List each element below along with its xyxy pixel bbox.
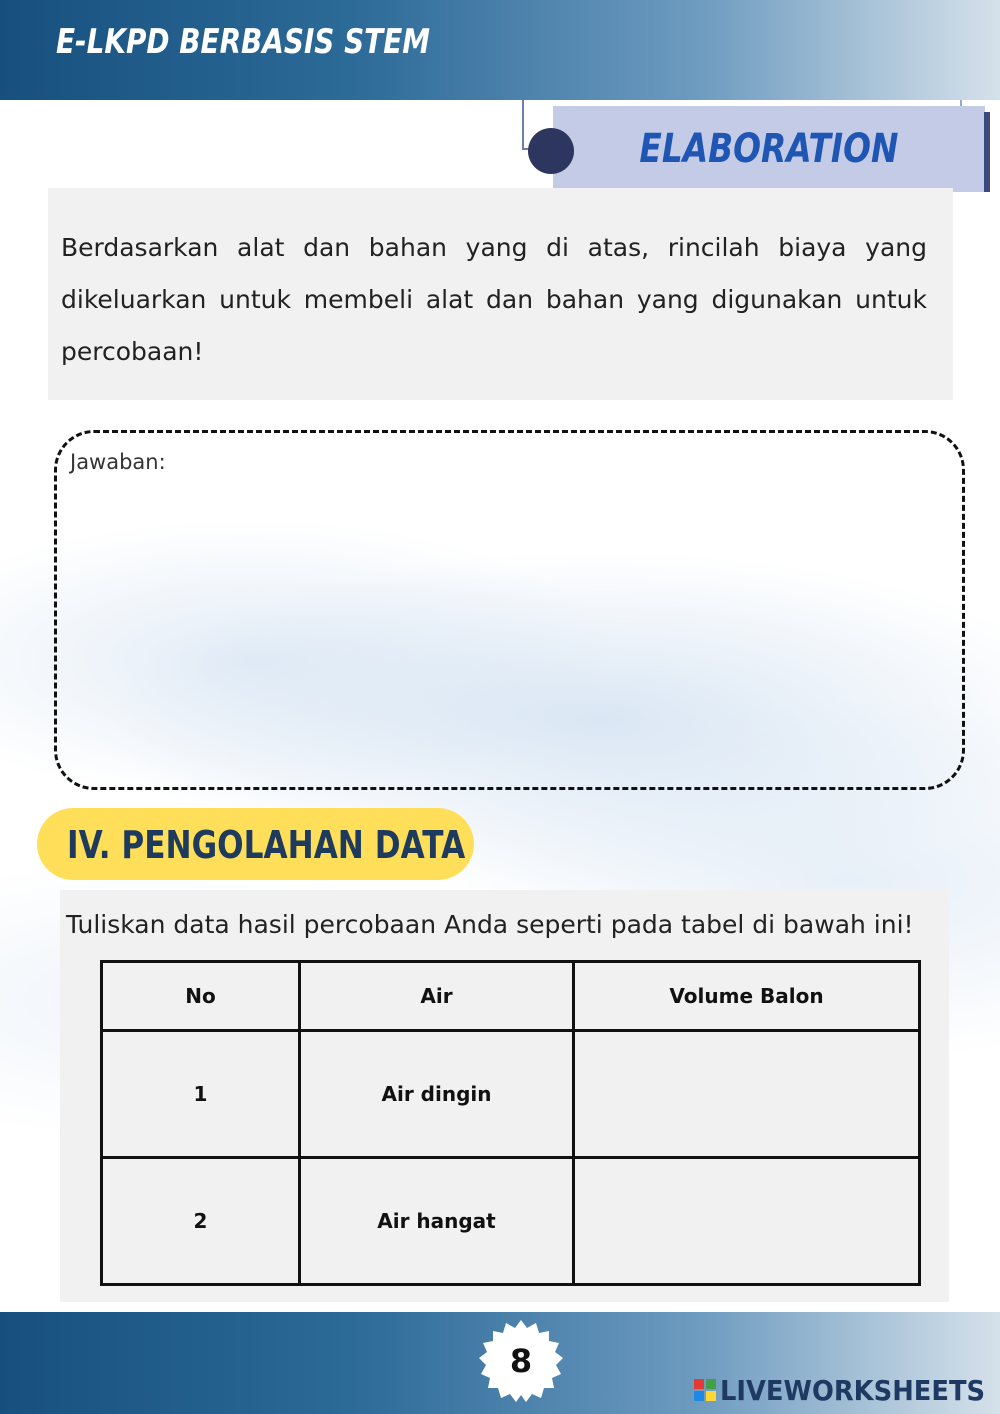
answer-label: Jawaban:: [70, 450, 166, 474]
instruction-box: [48, 188, 953, 400]
table-header-row: [102, 962, 920, 1031]
header-title: E-LKPD BERBASIS STEM: [56, 22, 430, 62]
table-row: [102, 1158, 920, 1285]
instruction-text: Berdasarkan alat dan bahan yang di atas, rincilah biaya yang dikeluarkan untuk membeli alat dan bahan yang digunakan untuk percobaan!: [61, 233, 927, 366]
liveworksheets-logo-icon: [694, 1379, 716, 1401]
row1-no: 1: [102, 1031, 300, 1158]
data-instruction: Tuliskan data hasil percobaan Anda seperti pada tabel di bawah ini!: [66, 910, 914, 939]
header-air: Air: [300, 962, 574, 1031]
brand-text: LIVEWORKSHEETS: [720, 1373, 986, 1407]
data-table: [100, 960, 921, 1286]
page-number: 8: [509, 1342, 533, 1380]
header-volume-balon: Volume Balon: [574, 962, 920, 1031]
section-title: [553, 106, 985, 192]
answer-input-area[interactable]: [54, 430, 965, 790]
page-header: [0, 0, 1000, 100]
section-title-text: ELABORATION: [639, 126, 899, 172]
row2-volume-input[interactable]: [574, 1158, 920, 1285]
row2-air: Air hangat: [300, 1158, 574, 1285]
data-section-title-text: IV. PENGOLAHAN DATA: [67, 823, 466, 867]
row1-volume-input[interactable]: [574, 1031, 920, 1158]
row1-air: Air dingin: [300, 1031, 574, 1158]
header-no: No: [102, 962, 300, 1031]
liveworksheets-brand[interactable]: [694, 1372, 1000, 1408]
data-section-title: [67, 818, 553, 872]
row2-no: 2: [102, 1158, 300, 1285]
table-row: [102, 1031, 920, 1158]
